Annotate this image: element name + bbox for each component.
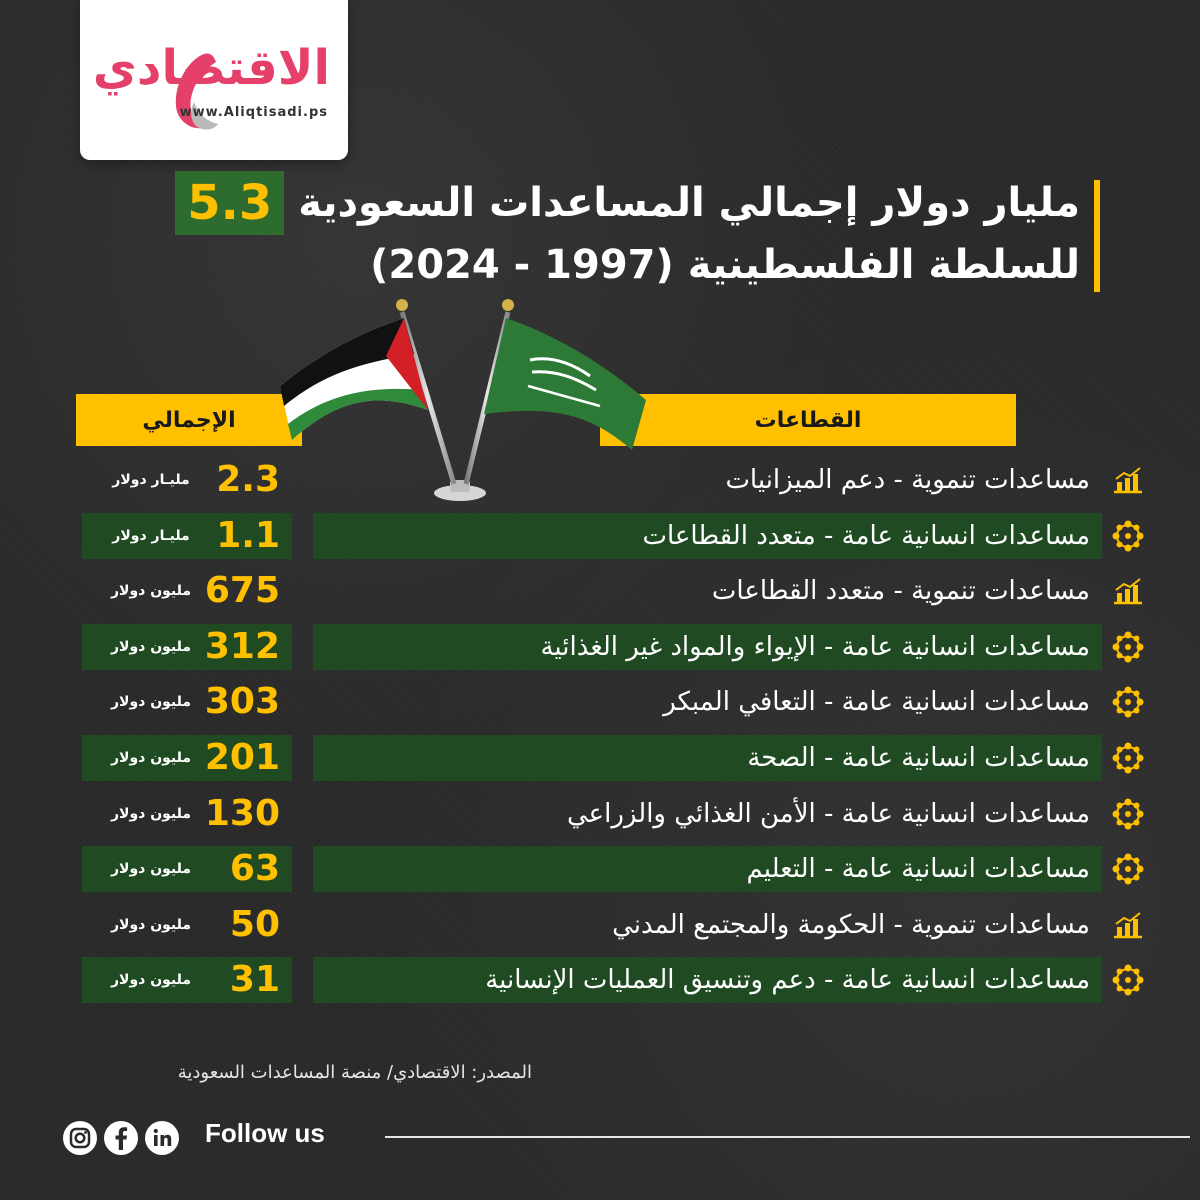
total-unit: مليون دولار	[110, 972, 192, 988]
total-unit: مليون دولار	[110, 861, 192, 877]
total-value: 201	[204, 737, 280, 778]
sector-label: مساعدات تنموية - الحكومة والمجتمع المدني	[612, 910, 1090, 940]
total-value: 31	[229, 959, 280, 1000]
total-value: 312	[204, 626, 280, 667]
table-row	[0, 791, 1200, 837]
total-unit: مليون دولار	[110, 750, 192, 766]
palestine-flag	[280, 318, 428, 440]
total-value: 63	[229, 848, 280, 889]
total-unit: مليون دولار	[110, 639, 192, 655]
total-unit: مليون دولار	[110, 806, 192, 822]
table-row	[0, 957, 1200, 1003]
people-network-icon	[1110, 796, 1146, 832]
total-unit: مليون دولار	[110, 917, 192, 933]
total-unit: مليـار دولار	[112, 528, 190, 544]
column-header-total: الإجمالي	[76, 394, 302, 446]
bar-chart-icon	[1110, 462, 1146, 498]
total-value: 2.3	[216, 459, 280, 500]
footer-divider	[385, 1136, 1190, 1138]
brand-name: الاقتصادي	[92, 40, 330, 96]
sector-label: مساعدات انسانية عامة - الأمن الغذائي والزراعي	[566, 799, 1090, 829]
table-row	[0, 513, 1200, 559]
table-row	[0, 679, 1200, 725]
total-unit: مليـار دولار	[112, 472, 190, 488]
brand-url: www.Aliqtisadi.ps	[179, 105, 328, 120]
follow-us-label: Follow us	[205, 1118, 325, 1148]
total-unit: مليون دولار	[110, 583, 192, 599]
logo-card	[80, 0, 348, 160]
total-value: 1.1	[216, 515, 280, 556]
people-network-icon	[1110, 629, 1146, 665]
saudi-flag	[484, 318, 646, 450]
table-row	[0, 568, 1200, 614]
headline-line2: للسلطة الفلسطينية (1997 - 2024)	[370, 242, 1080, 288]
title-accent-bar	[1094, 180, 1100, 292]
headline-highlight: 5.3	[175, 171, 284, 235]
bar-chart-icon	[1110, 573, 1146, 609]
total-value: 130	[204, 793, 280, 834]
table-row	[0, 735, 1200, 781]
sector-label: مساعدات انسانية عامة - التعافي المبكر	[663, 687, 1090, 717]
total-value: 303	[204, 681, 280, 722]
source-note: المصدر: الاقتصادي/ منصة المساعدات السعودية	[177, 1062, 532, 1083]
sector-label: مساعدات انسانية عامة - دعم وتنسيق العمليات الإنسانية	[485, 965, 1090, 995]
sector-label: مساعدات انسانية عامة - التعليم	[746, 854, 1090, 884]
pole-finial-right	[502, 299, 514, 311]
people-network-icon	[1110, 740, 1146, 776]
sector-label: مساعدات تنموية - متعدد القطاعات	[711, 576, 1090, 606]
instagram-icon[interactable]	[62, 1120, 98, 1156]
bar-chart-icon	[1110, 907, 1146, 943]
total-value: 675	[204, 570, 280, 611]
linkedin-icon[interactable]	[144, 1120, 180, 1156]
table-row	[0, 902, 1200, 948]
headline-text: مليار دولار إجمالي المساعدات السعودية	[298, 180, 1080, 226]
table-row	[0, 457, 1200, 503]
headline-line1	[175, 170, 1080, 236]
people-network-icon	[1110, 518, 1146, 554]
people-network-icon	[1110, 684, 1146, 720]
column-header-sectors: القطاعات	[600, 394, 1016, 446]
facebook-icon[interactable]	[103, 1120, 139, 1156]
people-network-icon	[1110, 962, 1146, 998]
pole-finial-left	[396, 299, 408, 311]
sector-label: مساعدات انسانية عامة - متعدد القطاعات	[642, 521, 1090, 551]
total-value: 50	[229, 904, 280, 945]
sector-label: مساعدات انسانية عامة - الصحة	[747, 743, 1090, 773]
people-network-icon	[1110, 851, 1146, 887]
sector-label: مساعدات انسانية عامة - الإيواء والمواد غير الغذائية	[540, 632, 1090, 662]
total-unit: مليون دولار	[110, 694, 192, 710]
table-row	[0, 846, 1200, 892]
table-row	[0, 624, 1200, 670]
sector-label: مساعدات تنموية - دعم الميزانيات	[725, 465, 1090, 495]
